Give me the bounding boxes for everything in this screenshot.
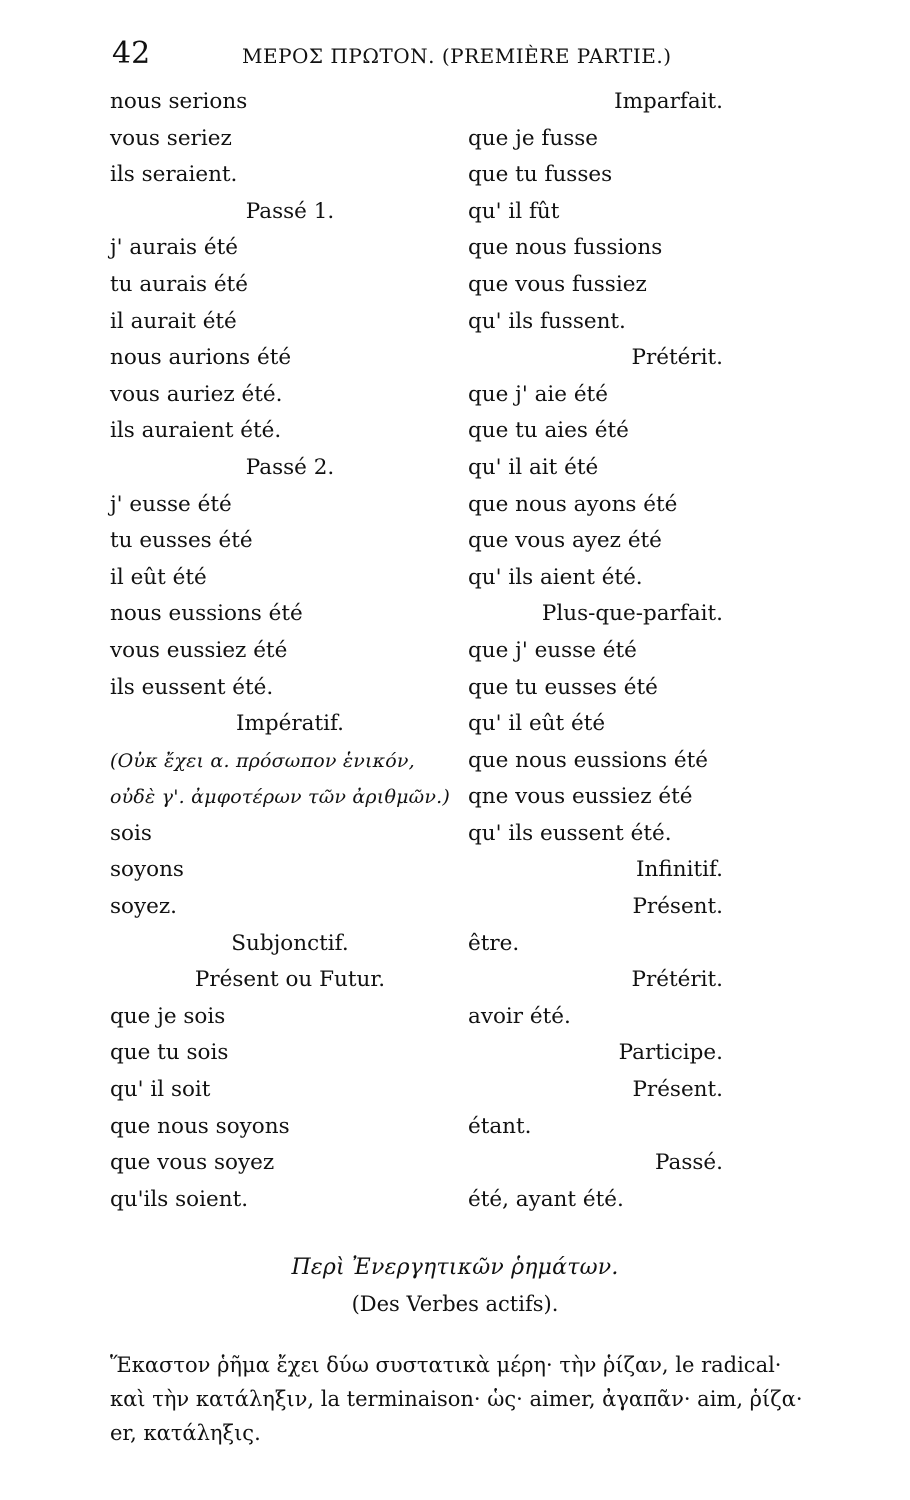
conjugation-line: tu aurais été <box>110 271 248 297</box>
conjugation-line: que nous ayons été <box>468 491 678 517</box>
conjugation-line: être. <box>468 930 520 956</box>
conjugation-line: soyez. <box>110 894 178 920</box>
conjugation-line: que vous soyez <box>110 1150 275 1176</box>
conjugation-line: qu'ils soient. <box>110 1186 249 1212</box>
conjugation-line: que vous ayez été <box>468 528 662 554</box>
conjugation-line: que tu eusses été <box>468 674 658 700</box>
section-heading: Prétérit. <box>631 345 723 371</box>
conjugation-line: ils seraient. <box>110 162 238 188</box>
conjugation-line: que tu fusses <box>468 162 613 188</box>
conjugation-line: οὐδὲ γ'. ἀμφοτέρων τῶν ἀριθμῶν.) <box>110 786 450 809</box>
section-heading: Plus-que-parfait. <box>541 601 723 627</box>
conjugation-line: il eût été <box>110 564 207 590</box>
conjugation-line: que je sois <box>110 1003 226 1029</box>
conjugation-line: étant. <box>468 1113 532 1139</box>
left-column <box>110 84 470 1218</box>
conjugation-line: que nous eussions été <box>468 747 708 773</box>
conjugation-line: qu' il eût été <box>468 711 606 737</box>
section-heading: Imparfait. <box>614 89 723 114</box>
conjugation-line: (Οὐκ ἔχει α. πρόσωπον ἑνικόν, <box>110 749 415 772</box>
conjugation-line: vous seriez <box>110 125 232 151</box>
section-heading: Impératif. <box>235 711 344 737</box>
section-heading: Infinitif. <box>636 857 723 883</box>
section-heading: Subjonctif. <box>231 930 349 956</box>
section-heading: Passé. <box>655 1150 723 1176</box>
conjugation-line: vous auriez été. <box>110 381 283 407</box>
conjugation-line: qu' ils aient été. <box>468 564 643 590</box>
conjugation-line: j' aurais été <box>110 235 239 261</box>
section-subtitle: (Des Verbes actifs). <box>351 1292 559 1316</box>
section-heading: Présent. <box>632 1077 723 1103</box>
conjugation-line: que nous soyons <box>110 1113 290 1139</box>
conjugation-line: que tu sois <box>110 1040 229 1066</box>
paragraph-line-2: καὶ τὴν κατάληξιν, la terminaison· ὡς· aimer, ἀγαπᾶν· aim, ῥίζα· <box>110 1387 803 1411</box>
conjugation-line: avoir été. <box>468 1003 571 1029</box>
paragraph-line-1: Ἕκαστον ῥῆμα ἔχει δύω συστατικὰ μέρη· τὴν ῥίζαν, le radical· <box>110 1353 782 1377</box>
conjugation-line: nous aurions été <box>110 345 292 371</box>
conjugation-line: qu' ils fussent. <box>468 308 626 334</box>
conjugation-line: j' eusse été <box>110 491 232 517</box>
conjugation-line: qu' il ait été <box>468 454 599 480</box>
conjugation-line: vous eussiez été <box>110 637 288 663</box>
conjugation-line: nous eussions été <box>110 601 303 627</box>
conjugation-line: ils auraient été. <box>110 418 282 444</box>
conjugation-line: qne vous eussiez été <box>468 784 693 810</box>
conjugation-line: tu eusses été <box>110 528 253 554</box>
body-paragraph <box>110 1348 803 1450</box>
conjugation-line: que je fusse <box>468 125 598 151</box>
section-heading: Participe. <box>618 1040 723 1066</box>
conjugation-line: soyons <box>110 857 184 883</box>
section-heading: Passé 2. <box>245 454 335 480</box>
page-number: 42 <box>112 36 151 71</box>
conjugation-line: nous serions <box>110 89 248 114</box>
conjugation-line: été, ayant été. <box>468 1186 624 1212</box>
conjugation-line: il aurait été <box>110 308 237 334</box>
conjugation-line: qu' il fût <box>468 198 560 224</box>
right-column <box>468 84 723 1218</box>
conjugation-line: qu' ils eussent été. <box>468 820 672 846</box>
paragraph-line-3: er, κατάληξις. <box>110 1421 261 1445</box>
conjugation-line: que j' eusse été <box>468 637 637 663</box>
conjugation-line: ils eussent été. <box>110 674 274 700</box>
section-heading: Présent. <box>632 894 723 920</box>
conjugation-line: que vous fussiez <box>468 271 647 297</box>
conjugation-line: que nous fussions <box>468 235 663 261</box>
running-head: ΜΕΡΟΣ ΠΡΩΤΟΝ. (PREMIÈRE PARTIE.) <box>242 44 672 68</box>
conjugation-line: que j' aie été <box>468 381 608 407</box>
conjugation-line: qu' il soit <box>110 1077 211 1103</box>
page-header <box>112 36 740 72</box>
conjugation-line: sois <box>110 820 152 846</box>
conjugation-line: que tu aies été <box>468 418 629 444</box>
section-title: Περὶ Ἐνεργητικῶν ῥημάτων. <box>291 1255 619 1280</box>
section-heading: Présent ou Futur. <box>194 967 386 993</box>
section-heading: Passé 1. <box>245 198 335 224</box>
section-heading: Prétérit. <box>631 967 723 993</box>
